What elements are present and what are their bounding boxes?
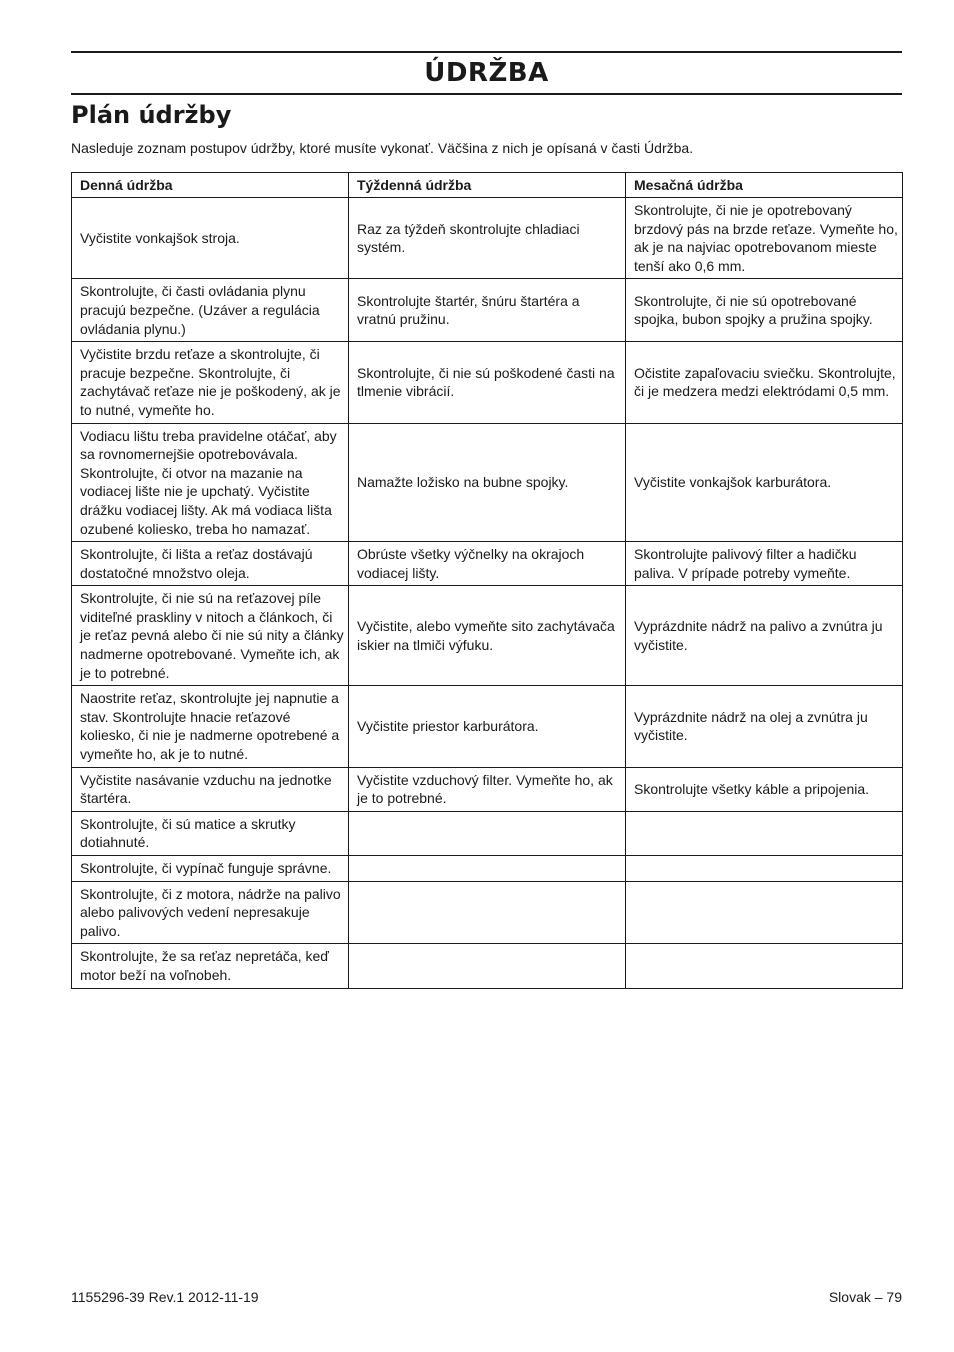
table-row [72,542,903,586]
weekly-task-cell [349,811,626,855]
column-header-daily: Denná údržba [72,173,349,198]
table-body [72,198,903,989]
column-header-weekly: Týždenná údržba [349,173,626,198]
table-row [72,686,903,767]
monthly-task-cell [626,856,903,882]
daily-task-cell: Vodiacu lištu treba pravidelne otáčať, aby sa rovnomernejšie opotrebovávala. Skontrolujte, či otvor na mazanie na vodiacej lište nie je upchatý. Vyčistite drážku vodiacej lišty. Ak má vodiaca lišta ozubené koliesko, treba ho namazať. [72,423,349,542]
table-row [72,423,903,542]
monthly-task-cell: Skontrolujte všetky káble a pripojenia. [626,767,903,811]
monthly-task-cell [626,944,903,988]
daily-task-cell: Vyčistite brzdu reťaze a skontrolujte, či pracuje bezpečne. Skontrolujte, či zachytávač reťaze nie je poškodený, ak je to nutné, vymeňte ho. [72,342,349,423]
column-header-monthly: Mesačná údržba [626,173,903,198]
monthly-task-cell: Vyprázdnite nádrž na palivo a zvnútra ju vyčistite. [626,586,903,686]
daily-task-cell: Skontrolujte, či vypínač funguje správne. [72,856,349,882]
weekly-task-cell: Namažte ložisko na bubne spojky. [349,423,626,542]
monthly-task-cell [626,811,903,855]
table-header-row [72,173,903,198]
maintenance-schedule-table [71,172,903,989]
monthly-task-cell: Očistite zapaľovaciu sviečku. Skontrolujte, či je medzera medzi elektródami 0,5 mm. [626,342,903,423]
weekly-task-cell [349,881,626,944]
footer-page-label: Slovak – 79 [828,1289,902,1305]
monthly-task-cell: Vyčistite vonkajšok karburátora. [626,423,903,542]
monthly-task-cell: Vyprázdnite nádrž na olej a zvnútra ju vyčistite. [626,686,903,767]
weekly-task-cell: Vyčistite priestor karburátora. [349,686,626,767]
monthly-task-cell: Skontrolujte palivový filter a hadičku paliva. V prípade potreby vymeňte. [626,542,903,586]
weekly-task-cell: Skontrolujte štartér, šnúru štartéra a vratnú pružinu. [349,279,626,342]
section-header: ÚDRŽBA [424,58,549,88]
monthly-task-cell: Skontrolujte, či nie je opotrebovaný brzdový pás na brzde reťaze. Vymeňte ho, ak je na najviac opotrebovanom mieste tenší ako 0,6 mm. [626,198,903,279]
page-title: Plán údržby [71,101,232,129]
weekly-task-cell: Obrúste všetky výčnelky na okrajoch vodiacej lišty. [349,542,626,586]
daily-task-cell: Naostrite reťaz, skontrolujte jej napnutie a stav. Skontrolujte hnacie reťazové koliesko, či nie je nadmerne opotrebené a vymeňte ho, ak je to nutné. [72,686,349,767]
daily-task-cell: Skontrolujte, či lišta a reťaz dostávajú dostatočné množstvo oleja. [72,542,349,586]
weekly-task-cell: Vyčistite, alebo vymeňte sito zachytávača iskier na tlmiči výfuku. [349,586,626,686]
weekly-task-cell: Vyčistite vzduchový filter. Vymeňte ho, ak je to potrebné. [349,767,626,811]
table-row [72,198,903,279]
monthly-task-cell: Skontrolujte, či nie sú opotrebované spojka, bubon spojky a pružina spojky. [626,279,903,342]
daily-task-cell: Skontrolujte, že sa reťaz nepretáča, keď motor beží na voľnobeh. [72,944,349,988]
daily-task-cell: Vyčistite nasávanie vzduchu na jednotke štartéra. [72,767,349,811]
intro-paragraph: Nasleduje zoznam postupov údržby, ktoré musíte vykonať. Väčšina z nich je opísaná v časti Údržba. [71,140,694,156]
table-row [72,881,903,944]
table-row [72,342,903,423]
table-row [72,811,903,855]
header-rule-top [71,51,902,53]
table-row [72,856,903,882]
table-row [72,586,903,686]
table-row [72,944,903,988]
daily-task-cell: Skontrolujte, či sú matice a skrutky dotiahnuté. [72,811,349,855]
weekly-task-cell: Skontrolujte, či nie sú poškodené časti na tlmenie vibrácií. [349,342,626,423]
weekly-task-cell: Raz za týždeň skontrolujte chladiaci systém. [349,198,626,279]
daily-task-cell: Skontrolujte, či z motora, nádrže na palivo alebo palivových vedení nepresakuje palivo. [72,881,349,944]
table-row [72,279,903,342]
header-rule-bottom [71,93,902,95]
monthly-task-cell [626,881,903,944]
table-row [72,767,903,811]
weekly-task-cell [349,856,626,882]
weekly-task-cell [349,944,626,988]
footer-doc-id: 1155296-39 Rev.1 2012-11-19 [71,1289,259,1305]
daily-task-cell: Vyčistite vonkajšok stroja. [72,198,349,279]
daily-task-cell: Skontrolujte, či časti ovládania plynu pracujú bezpečne. (Uzáver a regulácia ovládania plynu.) [72,279,349,342]
daily-task-cell: Skontrolujte, či nie sú na reťazovej píle viditeľné praskliny v nitoch a článkoch, či je reťaz pevná alebo či nie sú nity a články nadmerne opotrebované. Vymeňte ich, ak je to potrebné. [72,586,349,686]
